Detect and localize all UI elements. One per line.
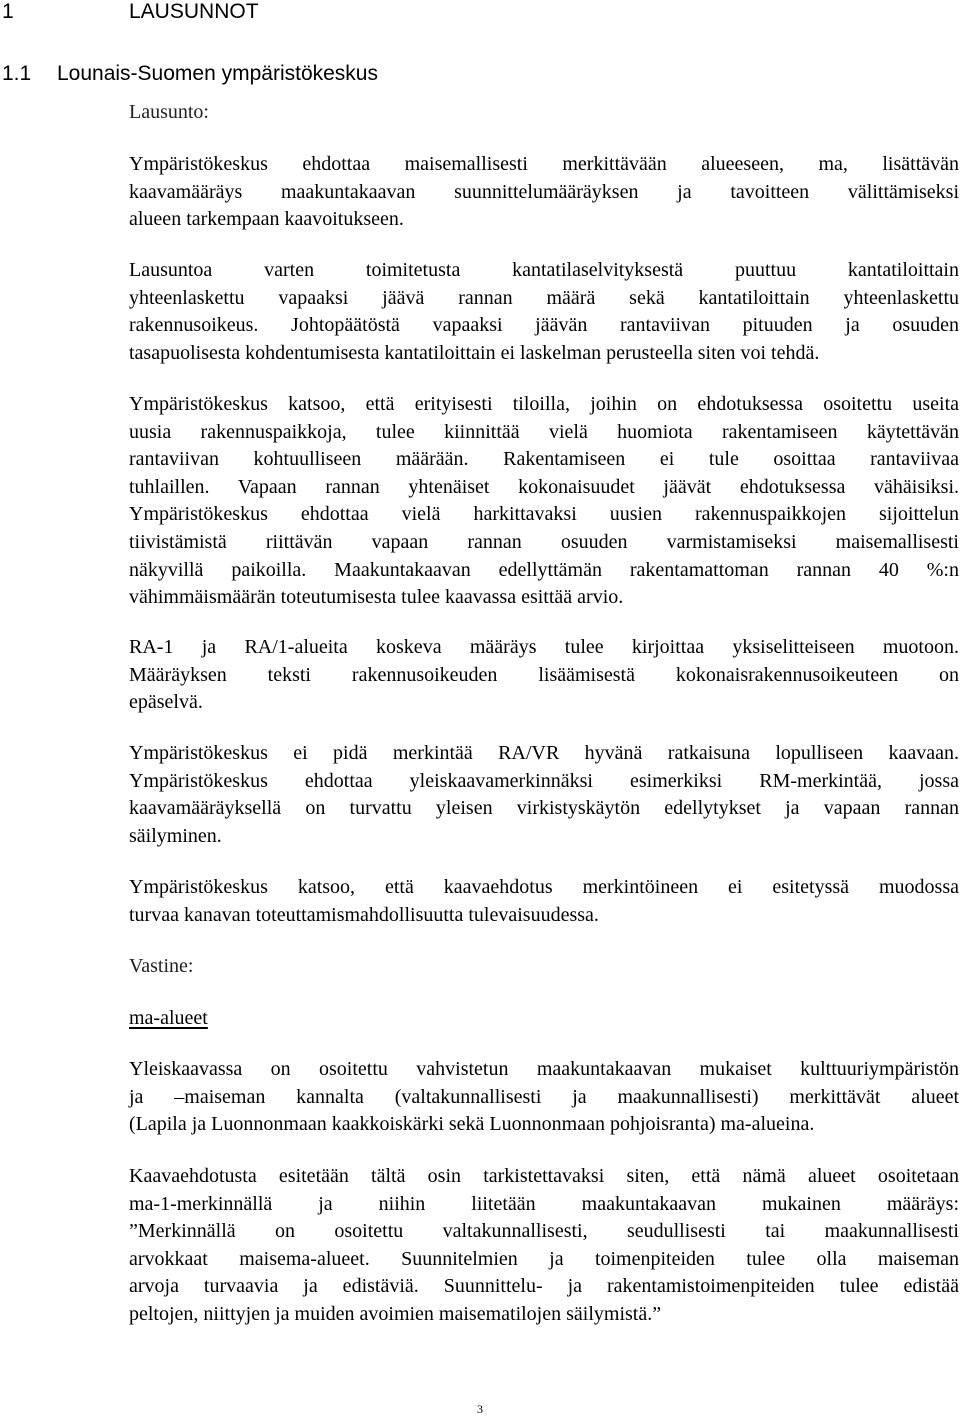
text-line: rantaviivan kohtuulliseen määrään. Rakentamiseen ei tule osoittaa rantaviivaa (129, 448, 959, 471)
text-line: alueen tarkempaan kaavoitukseen. (129, 208, 404, 231)
paragraph-2 (129, 257, 959, 367)
text-line: epäselvä. (129, 691, 203, 714)
text-line: Ympäristökeskus ehdottaa vielä harkittavaksi uusien rakennuspaikkojen sijoittelun (129, 503, 959, 526)
text-line: arvokkaat maisema-alueet. Suunnitelmien ja toimenpiteiden tulee olla maiseman (129, 1247, 959, 1270)
text-line: Ympäristökeskus ei pidä merkintää RA/VR hyvänä ratkaisuna lopulliseen kaavaan. (129, 742, 959, 764)
text-line: Yleiskaavassa on osoitettu vahvistetun maakuntakaavan mukaiset kulttuuriympäristön (129, 1058, 959, 1080)
text-line: Määräyksen teksti rakennusoikeuden lisäämisestä kokonaisrakennusoikeuteen on (129, 663, 959, 686)
paragraph-3 (129, 391, 959, 612)
subheading-ma-alueet: ma-alueet (129, 1007, 208, 1029)
text-line: ja –maiseman kannalta (valtakunnallisesti ja maakunnallisesti) merkittävät alueet (129, 1085, 959, 1108)
text-line: uusia rakennuspaikkoja, tulee kiinnittää vielä huomiota rakentamiseen käytettävän (129, 420, 959, 443)
response-label: Vastine: (129, 955, 194, 977)
section-heading-title: Lounais-Suomen ympäristökeskus (57, 62, 378, 85)
text-line: tasapuolisesta kohdentumisesta kantatiloittain ei laskelman perusteella siten voi tehdä. (129, 341, 820, 364)
text-line: turvaa kanavan toteuttamismahdollisuutta tulevaisuudessa. (129, 903, 599, 926)
text-line: kaavamääräyksellä on turvattu yleisen virkistyskäytön edellytykset ja vapaan rannan (129, 797, 959, 820)
text-line: ”Merkinnällä on osoitettu valtakunnallisesti, seudullisesti tai maakunnallisesti (129, 1220, 959, 1243)
text-line: Ympäristökeskus katsoo, että erityisesti tiloilla, joihin on ehdotuksessa osoitettu useita (129, 393, 959, 415)
page-number: 3 (477, 1402, 483, 1416)
text-line: Ympäristökeskus katsoo, että kaavaehdotus merkintöineen ei esitetyssä muodossa (129, 876, 959, 898)
statement-label: Lausunto: (129, 101, 209, 123)
text-line: säilyminen. (129, 824, 222, 847)
text-line: Lausuntoa varten toimitetusta kantatilaselvityksestä puuttuu kantatiloittain (129, 259, 959, 281)
text-line: (Lapila ja Luonnonmaan kaakkoiskärki sekä Luonnonmaan pohjoisranta) ma-alueina. (129, 1113, 815, 1136)
text-line: tuhlaillen. Vapaan rannan yhtenäiset kokonaisuudet jäävät ehdotuksessa vähäisiksi. (129, 475, 959, 498)
text-line: rakennusoikeus. Johtopäätöstä vapaaksi jäävän rantaviivan pituuden ja osuuden (129, 314, 959, 337)
main-heading-number: 1 (2, 0, 14, 23)
text-line: Ympäristökeskus ehdottaa yleiskaavamerkinnäksi esimerkiksi RM-merkintää, jossa (129, 769, 959, 792)
text-line: näkyvillä paikoilla. Maakuntakaavan edellyttämän rakentamattoman rannan 40 %:n (129, 558, 959, 581)
text-line: Kaavaehdotusta esitetään tältä osin tarkistettavaksi siten, että nämä alueet osoitetaan (129, 1165, 959, 1187)
text-line: peltojen, niittyjen ja muiden avoimien maisematilojen säilymistä.” (129, 1302, 662, 1325)
text-line: arvoja turvaavia ja edistäviä. Suunnittelu- ja rakentamistoimenpiteiden tulee edistää (129, 1275, 959, 1298)
text-line: tiivistämistä riittävän vapaan rannan osuuden varmistamiseksi maisemallisesti (129, 530, 959, 553)
main-heading-title: LAUSUNNOT (129, 0, 259, 23)
section-heading-number: 1.1 (2, 62, 32, 85)
text-line: yhteenlaskettu vapaaksi jäävä rannan määrä sekä kantatiloittain yhteenlaskettu (129, 286, 959, 309)
paragraph-6 (129, 874, 959, 929)
text-line: ma-1-merkinnällä ja niihin liitetään maakuntakaavan mukainen määräys: (129, 1192, 959, 1215)
text-line: Ympäristökeskus ehdottaa maisemallisesti merkittävään alueeseen, ma, lisättävän (129, 153, 959, 175)
paragraph-5 (129, 740, 959, 850)
text-line: RA-1 ja RA/1-alueita koskeva määräys tulee kirjoittaa yksiselitteiseen muotoon. (129, 636, 959, 658)
paragraph-7 (129, 1056, 959, 1139)
paragraph-4 (129, 634, 959, 717)
text-line: kaavamääräys maakuntakaavan suunnittelumääräyksen ja tavoitteen välittämiseksi (129, 180, 959, 203)
paragraph-1 (129, 151, 959, 234)
paragraph-8 (129, 1163, 959, 1329)
text-line: vähimmäismäärän toteutumisesta tulee kaavassa esittää arvio. (129, 586, 624, 609)
